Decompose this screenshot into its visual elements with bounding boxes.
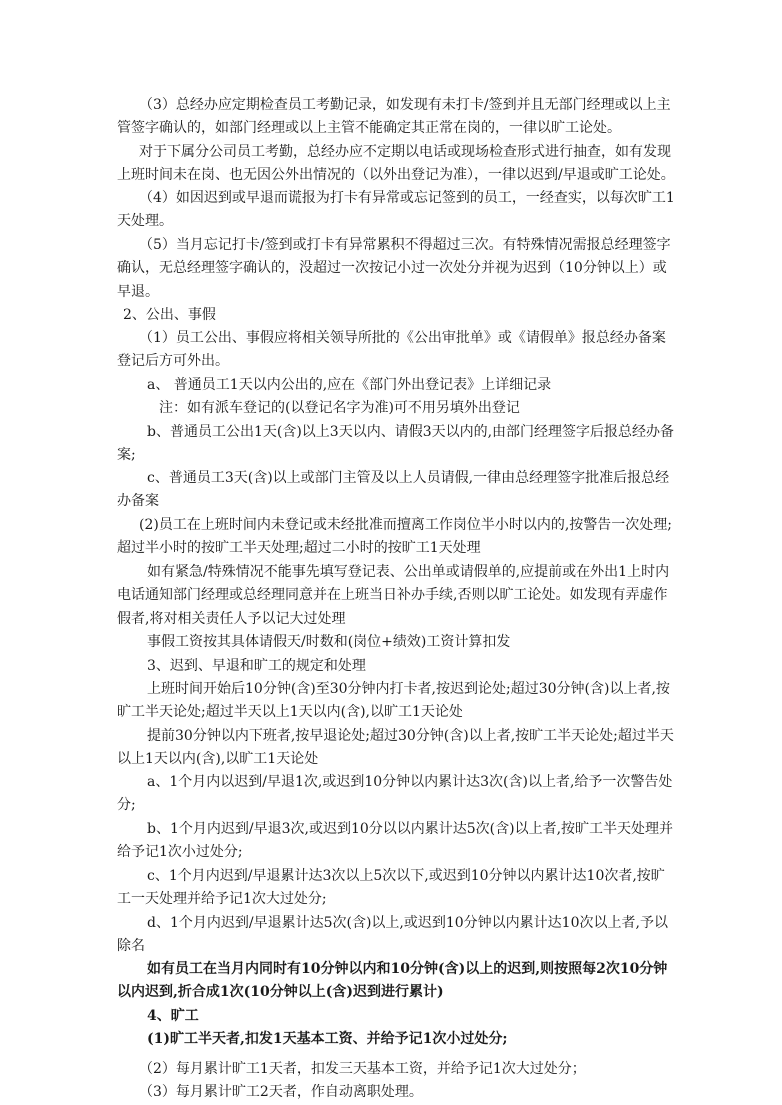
- paragraph-forget-punch: （5）当月忘记打卡/签到或打卡有异常累积不得超过三次。有特殊情况需报总经理签字确认，无总经理签字确认的，没超过一次按记小过一次处分并视为迟到（10分钟以上）或早退。: [117, 237, 671, 300]
- paragraph-late-merge-rule: 如有员工在当月内同时有10分钟以内和10分钟(含)以上的迟到,则按照每2次10分钟以内迟到,折合成1次(10分钟以上(含)迟到进行累计): [117, 961, 668, 1001]
- paragraph-late-rule: 上班时间开始后10分钟(含)至30分钟内打卡者,按迟到论处;超过30分钟(含)以上者,按旷工半天论处;超过半天以上1天以内(含),以旷工1天论处: [117, 681, 670, 721]
- list-item-late-d: d、1个月内迟到/早退累计达5次(含)以上,或迟到10分钟以内累计达10次以上者,予以除名: [117, 915, 668, 955]
- list-item-late-b: b、1个月内迟到/早退3次,或迟到10分以以内累计达5次(含)以上者,按旷工半天处理并给予记1次小过处分;: [117, 821, 674, 861]
- list-item-c: c、普通员工3天(含)以上或部门主管及以上人员请假,一律由总经理签字批准后报总经办备案: [117, 470, 670, 510]
- paragraph-early-rule: 提前30分钟以内下班者,按早退论处;超过30分钟(含)以上者,按旷工半天论处;超过半天以上1天以内(含),以旷工1天论处: [117, 728, 674, 768]
- list-item-b: b、普通员工公出1天(含)以上3天以内、请假3天以内的,由部门经理签字后报总经办备案;: [117, 424, 675, 464]
- list-item-late-a: a、1个月内以迟到/早退1次,或迟到10分钟以内累计达3次(含)以上者,给予一次警告处分;: [117, 774, 673, 814]
- paragraph-emergency: 如有紧急/特殊情况不能事先填写登记表、公出单或请假单的,应提前或在外出1上时内电话通知部门经理或总经理同意并在上班当日补办手续,否则以旷工论处。如发现有弄虚作假者,将对相关责任人予以记大过处理: [117, 564, 670, 627]
- paragraph-branch-check: 对于下属分公司员工考勤，总经办应不定期以电话或现场检查形式进行抽查，如有发现上班时间未在岗、也无因公外出情况的（以外出登记为准），一律以迟到/早退或旷工论处。: [117, 144, 675, 184]
- absenteeism-item-3: （3）每月累计旷工2天者，作自动离职处理。: [139, 1084, 423, 1100]
- heading-late-absence: 3、迟到、早退和旷工的规定和处理: [147, 658, 366, 674]
- list-item-late-c: c、1个月内迟到/早退累计达3次以上5次以下,或迟到10分钟以内累计达10次者,按旷工一天处理并给予记1次大过处分;: [117, 868, 665, 908]
- paragraph-attendance-check: （3）总经办应定期检查员工考勤记录，如发现有未打卡/签到并且无部门经理或以上主管签字确认的，如部门经理或以上主管不能确定其正常在岗的，一律以旷工论处。: [117, 97, 671, 137]
- paragraph-false-report: （4）如因迟到或早退而谎报为打卡有异常或忘记签到的员工，一经查实，以每次旷工1天处理。: [117, 190, 675, 230]
- list-item-a: a、 普通员工1天以内公出的,应在《部门外出登记表》上详细记录: [147, 377, 552, 393]
- paragraph-leave-approval: （1）员工公出、事假应将相关领导所批的《公出审批单》或《请假单》报总经办备案登记后方可外出。: [117, 330, 666, 370]
- paragraph-leave-post: (2)员工在上班时间内未登记或未经批准而擅离工作岗位半小时以内的,按警告一次处理;超过半小时的按旷工半天处理;超过二小时的按旷工1天处理: [117, 517, 672, 557]
- absenteeism-item-1: (1)旷工半天者,扣发1天基本工资、并给予记1次小过处分;: [147, 1031, 508, 1047]
- note-vehicle: 注：如有派车登记的(以登记名字为准)可不用另填外出登记: [159, 400, 520, 416]
- paragraph-leave-pay: 事假工资按其具体请假天/时数和(岗位+绩效)工资计算扣发: [147, 634, 511, 650]
- absenteeism-item-2: （2）每月累计旷工1天者，扣发三天基本工资，并给予记1次大过处分；: [139, 1061, 586, 1077]
- heading-business-leave: 2、公出、事假: [123, 307, 216, 323]
- heading-absenteeism: 4、旷工: [147, 1008, 199, 1024]
